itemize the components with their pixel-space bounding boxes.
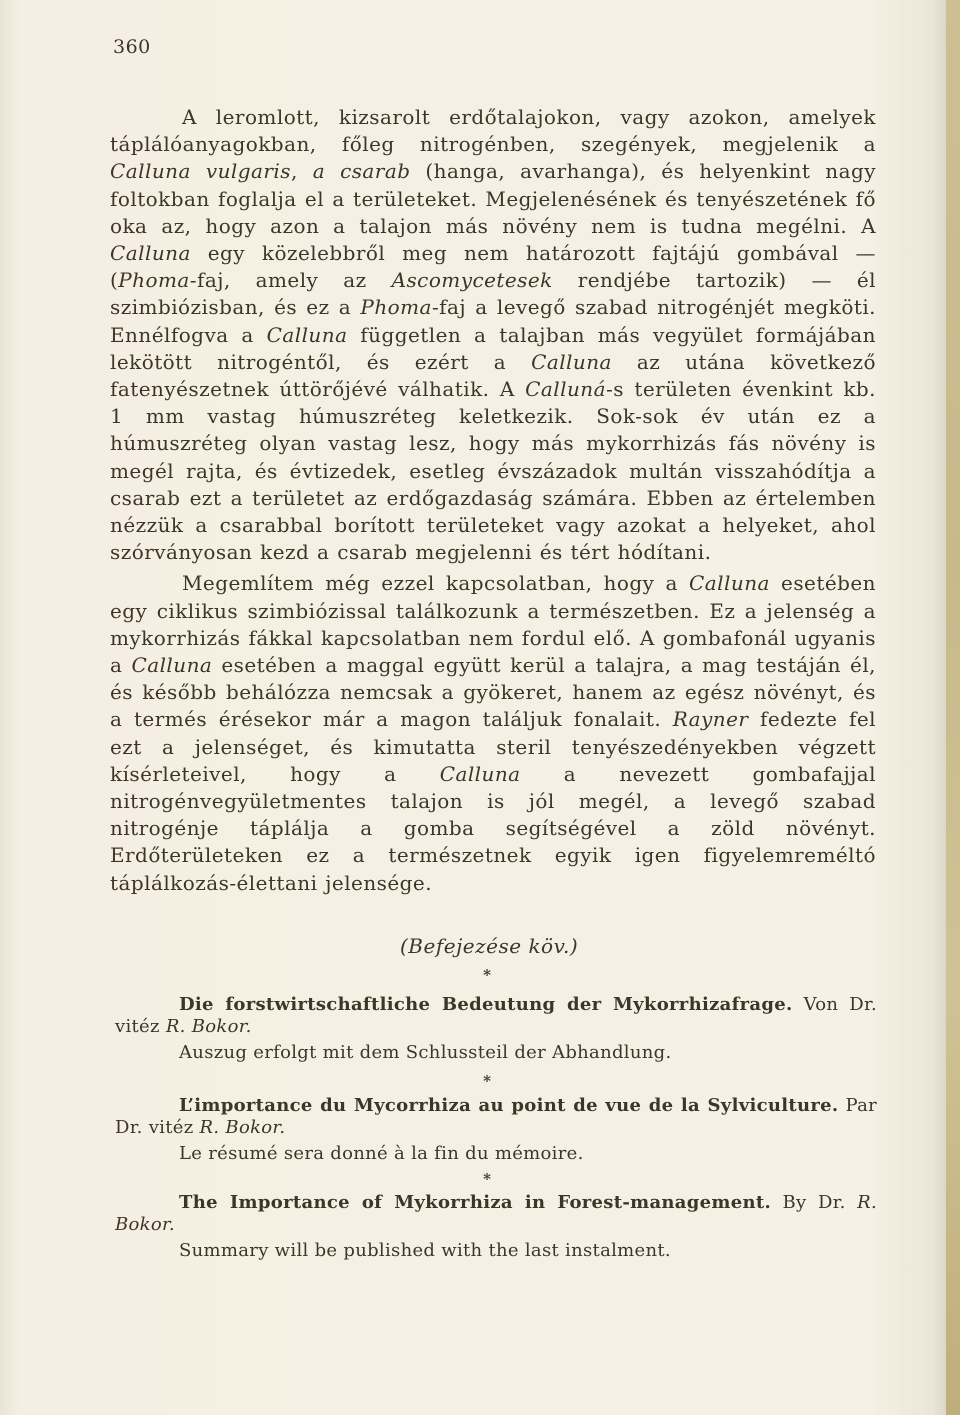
text-run: esetében egy ciklikus szimbiózissal találkozunk a természetben. Ez a jelenség a mykorrhizás fákkal kapcsolatban nem fordul elő. A gombafonál ugyanis a bbox=[110, 571, 876, 678]
text-run: fedezte fel ezt a jelenséget, és kimutatta steril tenyészedényekben végzett kísérleteivel, hogy a bbox=[110, 707, 876, 786]
text-run: Megemlítem még ezzel kapcsolatban, hogy a bbox=[182, 571, 690, 596]
summary-author: R. Bokor. bbox=[115, 1192, 877, 1235]
text-run: A leromlott, kizsarolt erdőtalajokon, vagy azokon, amelyek táplálóanyagokban, főleg nitrogénben, szegények, megjelenik a bbox=[110, 105, 876, 157]
species-name: Calluná bbox=[525, 377, 607, 402]
text-run: egy közelebbről meg nem határozott fajtájú gombával — ( bbox=[110, 241, 876, 293]
text-run: -faj a levegő szabad nitrogénjét megköti. Ennélfogva a bbox=[110, 295, 876, 347]
separator-star: * bbox=[483, 1072, 491, 1090]
summary-heading bbox=[115, 1192, 877, 1236]
summary-german bbox=[115, 994, 877, 1064]
species-name: Calluna bbox=[131, 653, 213, 678]
summary-by: Von Dr. vitéz bbox=[115, 994, 877, 1037]
species-name: Calluna bbox=[266, 322, 348, 347]
species-name: Rayner bbox=[672, 707, 749, 732]
summary-french bbox=[115, 1095, 877, 1165]
text-run: , bbox=[290, 159, 313, 184]
page-edge bbox=[946, 0, 960, 1415]
text-run: az utána következő fatenyészetnek úttörőjévé válhatik. A bbox=[110, 349, 876, 402]
text-run: -faj, amely az bbox=[189, 268, 392, 293]
summary-note: Auszug erfolgt mit dem Schlussteil der Abhandlung. bbox=[179, 1042, 672, 1063]
summary-heading bbox=[115, 994, 877, 1038]
page-number: 360 bbox=[113, 36, 151, 58]
species-name: Calluna bbox=[439, 761, 521, 786]
species-name: Calluna bbox=[689, 571, 770, 596]
text-run: a nevezett gombafajjal nitrogénvegyületmentes talajon is jól megél, a levegő szabad nitrogénje táplálja a gomba segítségével a zöld növényt. Erdőterületeken ez a természetnek egyik igen figyelemreméltó táplálkozás-élettani jelensége. bbox=[110, 761, 876, 895]
species-name: Calluna bbox=[531, 349, 612, 374]
summary-author: R. Bokor. bbox=[165, 1016, 252, 1037]
summary-by: Par Dr. vitéz bbox=[115, 1095, 878, 1138]
species-name: Ascomycetesek bbox=[391, 268, 553, 293]
text-run: esetében a maggal együtt kerül a talajra, a mag testáján él, és később behálózza nemcsak a gyökeret, hanem az egész növényt, és a termés érésekor már a magon találjuk fonalait. bbox=[110, 653, 876, 732]
text-run: független a talajban más vegyület formájában lekötött nitrogéntől, és ezért a bbox=[110, 322, 876, 374]
species-name: a csarab bbox=[312, 159, 411, 184]
summary-title: L’importance du Mycorrhiza au point de vue de la Sylviculture. bbox=[179, 1095, 839, 1116]
separator-star: * bbox=[483, 966, 491, 984]
species-name: Calluna bbox=[110, 241, 191, 266]
summary-title: The Importance of Mykorrhiza in Forest-management. bbox=[179, 1192, 772, 1213]
species-name: Phoma bbox=[360, 295, 432, 320]
summary-heading bbox=[115, 1095, 877, 1139]
text-run: -s területen évenkint kb. 1 mm vastag húmuszréteg keletkezik. Sok-sok év után ez a húmuszréteg olyan vastag lesz, hogy más mykorrhizás fás növény is megél rajta, és évtizedek, esetleg évszázadok multán visszahódítja a csarab ezt a területet az erdőgazdaság számára. Ebben az értelemben nézzük a csarabbal borított területeket vagy azokat a helyeket, ahol szórványosan kezd a csarab megjelenni és tért hódítani. bbox=[110, 377, 876, 565]
summary-note: Summary will be published with the last instalment. bbox=[179, 1240, 671, 1261]
text-run: (hanga, avarhanga), és helyenkint nagy foltokban foglalja el a területeket. Megjelenésének és tenyészetének fő oka az, hogy azon a talajon más növény nem is tudna megélni. A bbox=[110, 159, 876, 238]
paragraph-1 bbox=[110, 104, 876, 566]
summary-english bbox=[115, 1192, 877, 1262]
summary-title: Die forstwirtschaftliche Bedeutung der Mykorrhizafrage. bbox=[179, 994, 793, 1015]
summary-author: R. Bokor. bbox=[199, 1117, 286, 1138]
species-name: Phoma bbox=[118, 268, 190, 293]
text-run: rendjébe tartozik) — él szimbiózisban, és ez a bbox=[110, 268, 876, 320]
summary-note: Le résumé sera donné à la fin du mémoire. bbox=[179, 1143, 584, 1164]
paragraph-2 bbox=[110, 570, 876, 896]
summary-by: By Dr. bbox=[782, 1192, 846, 1213]
article-body bbox=[110, 104, 876, 897]
separator-star: * bbox=[483, 1170, 491, 1188]
species-name: Calluna vulgaris bbox=[110, 159, 291, 184]
continuation-note: (Befejezése köv.) bbox=[400, 934, 579, 958]
